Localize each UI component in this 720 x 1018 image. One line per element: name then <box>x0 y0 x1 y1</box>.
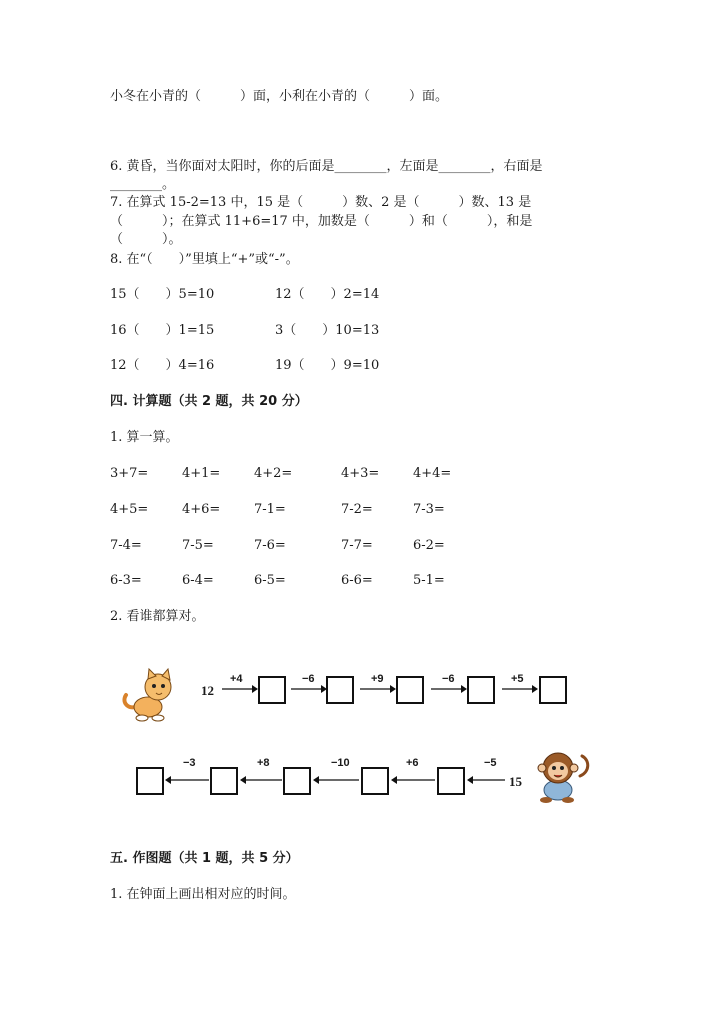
calc-item: 4+1= <box>182 466 221 481</box>
answer-box[interactable] <box>258 676 286 704</box>
answer-box[interactable] <box>539 676 567 704</box>
arrow-left-icon <box>313 775 359 785</box>
chain-bottom-op: −5 <box>484 757 497 769</box>
q8-item: 15（ ）5=10 <box>110 287 215 302</box>
chain-top-op: −6 <box>302 673 315 685</box>
answer-box[interactable] <box>467 676 495 704</box>
answer-box[interactable] <box>326 676 354 704</box>
arrow-right-icon <box>431 684 467 694</box>
calc-item: 6-6= <box>341 573 373 588</box>
calc-item: 3+7= <box>110 466 149 481</box>
q7-line3: （ ）。 <box>110 232 182 247</box>
chain-bottom-op: −10 <box>331 757 350 769</box>
cat-icon <box>118 667 180 725</box>
arrow-right-icon <box>291 684 327 694</box>
calc-item: 7-7= <box>341 538 373 553</box>
chain-bottom-op: −3 <box>183 757 196 769</box>
chain-top-start: 12 <box>201 683 214 698</box>
calc-item: 7-6= <box>254 538 286 553</box>
q6-line1: 6. 黄昏，当你面对太阳时，你的后面是________，左面是________，右面是 <box>110 159 543 174</box>
section5-q1-title: 1. 在钟面上画出相对应的时间。 <box>110 887 296 902</box>
arrow-right-icon <box>360 684 396 694</box>
chain-bottom-op: +8 <box>257 757 270 769</box>
calc-item: 4+3= <box>341 466 380 481</box>
chain-top-op: +5 <box>511 673 524 685</box>
calc-item: 4+4= <box>413 466 452 481</box>
arrow-left-icon <box>240 775 282 785</box>
calc-item: 7-2= <box>341 502 373 517</box>
calc-item: 6-4= <box>182 573 214 588</box>
monkey-icon <box>532 746 592 804</box>
calc-item: 4+5= <box>110 502 149 517</box>
calc-item: 7-5= <box>182 538 214 553</box>
q8-item: 3（ ）10=13 <box>275 323 380 338</box>
q8-item: 12（ ）2=14 <box>275 287 380 302</box>
q5-tail-text: 小冬在小青的（ ）面，小利在小青的（ ）面。 <box>110 89 449 104</box>
calc-item: 6-3= <box>110 573 142 588</box>
calc-item: 4+6= <box>182 502 221 517</box>
answer-box[interactable] <box>396 676 424 704</box>
arrow-right-icon <box>502 684 538 694</box>
answer-box[interactable] <box>283 767 311 795</box>
calc-item: 7-1= <box>254 502 286 517</box>
q6-line2: ________。 <box>110 177 176 192</box>
arrow-left-icon <box>391 775 435 785</box>
answer-box[interactable] <box>136 767 164 795</box>
arrow-left-icon <box>165 775 209 785</box>
q8-item: 16（ ）1=15 <box>110 323 215 338</box>
answer-box[interactable] <box>437 767 465 795</box>
arrow-right-icon <box>222 684 258 694</box>
section4-q1-title: 1. 算一算。 <box>110 430 179 445</box>
calc-item: 4+2= <box>254 466 293 481</box>
answer-box[interactable] <box>361 767 389 795</box>
section4-q2-title: 2. 看谁都算对。 <box>110 609 205 624</box>
q8-item: 12（ ）4=16 <box>110 358 215 373</box>
chain-bottom-start: 15 <box>509 774 522 789</box>
calc-item: 7-3= <box>413 502 445 517</box>
chain-top-op: +9 <box>371 673 384 685</box>
chain-top-op: +4 <box>230 673 243 685</box>
q8-title: 8. 在“（ ）”里填上“+”或“-”。 <box>110 252 299 267</box>
calc-item: 6-2= <box>413 538 445 553</box>
calc-item: 5-1= <box>413 573 445 588</box>
arrow-left-icon <box>467 775 505 785</box>
chain-bottom-op: +6 <box>406 757 419 769</box>
chain-top-op: −6 <box>442 673 455 685</box>
q7-line2: （ ）；在算式 11+6=17 中，加数是（ ）和（ ），和是 <box>110 214 533 229</box>
calc-item: 7-4= <box>110 538 142 553</box>
section4-heading: 四. 计算题（共 2 题，共 20 分） <box>110 394 308 409</box>
answer-box[interactable] <box>210 767 238 795</box>
q8-item: 19（ ）9=10 <box>275 358 380 373</box>
section5-heading: 五. 作图题（共 1 题，共 5 分） <box>110 851 299 866</box>
calc-item: 6-5= <box>254 573 286 588</box>
q7-line1: 7. 在算式 15-2=13 中，15 是（ ）数、2 是（ ）数、13 是 <box>110 195 532 210</box>
